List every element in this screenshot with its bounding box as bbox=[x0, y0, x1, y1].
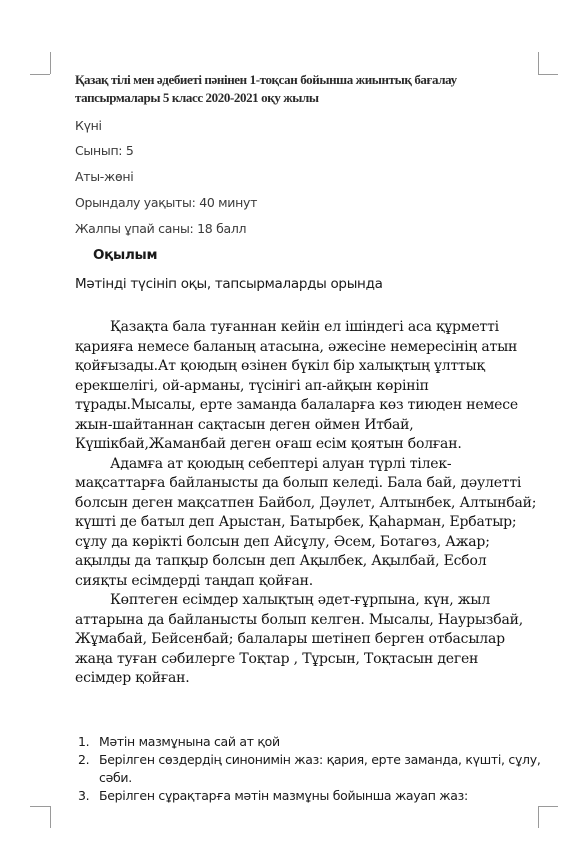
section-instruction: Мәтінді түсініп оқы, тапсырмаларды орында bbox=[75, 276, 383, 292]
section-title: Оқылым bbox=[93, 247, 158, 263]
task-item bbox=[78, 751, 548, 787]
task-number: 1. bbox=[78, 734, 90, 749]
task-number: 2. bbox=[78, 752, 90, 767]
header-line-2: тапсырмалары 5 класс 2020-2021 оқу жылы bbox=[75, 90, 319, 105]
task-item bbox=[78, 787, 548, 805]
header-line-1: Қазақ тілі мен әдебиеті пәнінен 1-тоқсан бойынша жиынтық бағалау bbox=[75, 72, 457, 87]
task-item bbox=[78, 733, 548, 751]
task-text: Берілген сұрақтарға мәтін мазмұны бойынша жауап жаз: bbox=[99, 788, 468, 803]
date-field: Күні bbox=[75, 118, 102, 133]
task-text: Мәтін мазмұнына сай ат қой bbox=[99, 734, 280, 749]
document-header bbox=[75, 71, 525, 107]
task-number: 3. bbox=[78, 788, 90, 803]
task-text: Берілген сөздердің синонимін жаз: қария, ерте заманда, күшті, сұлу, сәби. bbox=[99, 752, 541, 785]
reading-text bbox=[75, 318, 537, 689]
paragraph-3: Көптеген есімдер халықтың әдет-ғұрпына, күн, жыл аттарына да байланысты болып келген. Мысалы, Наурызбай, Жұмабай, Бейсенбай; балалары шетінеп берген отбасылар жаңа туған сәбилерге Тоқтар , Тұрсын, Тоқтасын деген есімдер қойған. bbox=[75, 592, 523, 686]
total-score-field: Жалпы ұпай саны: 18 балл bbox=[75, 221, 247, 236]
paragraph-1: Қазақта бала туғаннан кейін ел ішіндегі аса құрметті қарияға немесе баланың атасына, әжесіне немересінің атын қойғызады.Ат қоюдың өзінен бүкіл бір халықтың ұлттық ерекшелігі, ой-арманы, түсінігі ап-айқын көрініп тұрады.Мысалы, ерте заманда балаларға көз тиюден немесе жын-шайтаннан сақтасын деген оймен Итбай, Күшікбай,Жаманбай деген оғаш есім қоятын болған. bbox=[75, 319, 518, 452]
task-list bbox=[78, 733, 548, 805]
duration-field: Орындалу уақыты: 40 минут bbox=[75, 195, 258, 210]
paragraph-2: Адамға ат қоюдың себептері алуан түрлі тілек-мақсаттарға байланысты да болып келеді. Бала бай, дәулетті болсын деген мақсатпен Байбол, Дәулет, Алтынбек, Алтынбай; күшті де батыл деп Арыстан, Батырбек, Қаһарман, Ербатыр; сұлу да көрікті болсын деп Айсұлу, Әсем, Ботагөз, Ажар; ақылды да тапқыр болсын деп Ақылбек, Ақылбай, Есбол сияқты есімдерді таңдап қойған. bbox=[75, 455, 537, 589]
class-field: Сынып: 5 bbox=[75, 143, 134, 158]
name-field: Аты-жөні bbox=[75, 169, 134, 184]
